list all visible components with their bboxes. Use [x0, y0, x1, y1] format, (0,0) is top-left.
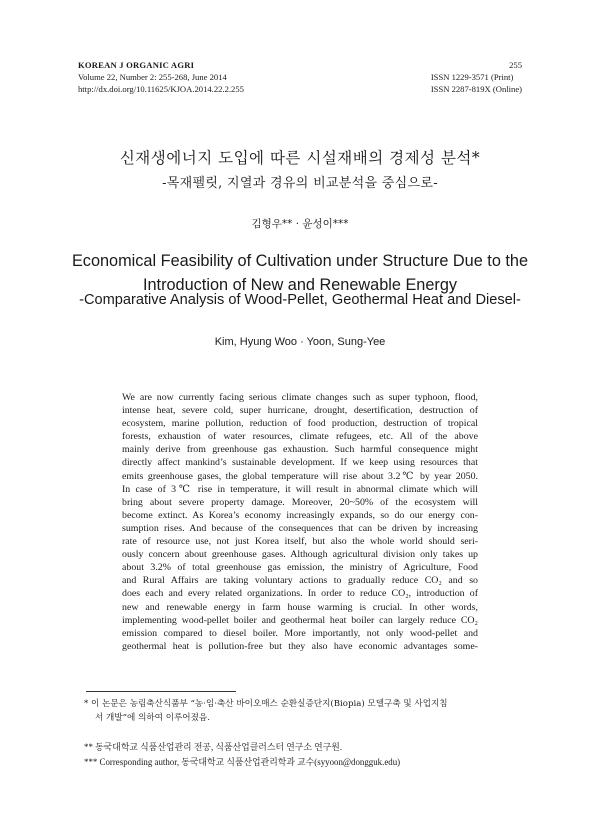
- abstract-line: ously concern about greenhouse gases. Although agricultural division only takes up: [122, 549, 478, 561]
- abstract-line: intense heat, severe cold, super hurricane, drought, desertification, destruction of: [122, 405, 478, 417]
- issn-online: ISSN 2287-819X (Online): [430, 84, 522, 94]
- abstract-line: rate of resource use, not just Korea itself, but also the whole world should seri-: [122, 536, 478, 548]
- journal-header: [78, 59, 522, 99]
- header-left: [78, 59, 244, 95]
- abstract-line: about 3.2% of total greenhouse gas emission, the ministry of Agriculture, Food: [122, 562, 478, 574]
- abstract-line: mainly derive from greenhouse gas exhaustion. Such harmful consequence might: [122, 444, 478, 456]
- abstract-line: ecosystem, marine pollution, reduction of food production, destruction of tropical: [122, 418, 478, 430]
- abstract-line: forests, exhaustion of water resources, climate refugees, etc. All of the above: [122, 431, 478, 443]
- footnote-funding: [84, 697, 524, 725]
- volume-info: Volume 22, Number 2: 255-268, June 2014: [78, 72, 227, 82]
- abstract-line: emission compared to diesel boiler. More importantly, not only wood-pellet and: [122, 627, 478, 639]
- journal-name: KOREAN J ORGANIC AGRI: [78, 60, 195, 70]
- abstract-line: sumption rises. And because of the consequences that can be driven by increasing: [122, 522, 478, 534]
- abstract-line: We are now currently facing serious climate changes such as super typhoon, flood,: [122, 392, 478, 403]
- footnote-divider: [86, 691, 236, 692]
- korean-title: 신재생에너지 도입에 따른 시설재배의 경제성 분석*: [119, 149, 481, 167]
- abstract-line: new and renewable energy in farm house warming is crucial. In other words,: [122, 601, 478, 613]
- abstract-line: geothermal heat is pollution-free but they also have economic advantages some-: [122, 640, 478, 652]
- header-right: [431, 59, 522, 95]
- abstract-line: does each and every related organizations. In order to reduce CO₂, introduction of: [122, 588, 478, 600]
- korean-subtitle: -목재펠릿, 지열과 경유의 비교분석을 중심으로-: [162, 176, 438, 191]
- abstract-line: bring about severe property damage. Moreover, 20~50% of the ecosystem will: [122, 496, 478, 508]
- abstract-line: In case of 3℃ rise in temperature, it will result in abnormal climate which will: [122, 483, 478, 495]
- issn-print: ISSN 1229-3571 (Print): [430, 72, 514, 82]
- abstract-line: become extinct. As Korea’s economy increasingly expands, so do our energy con-: [122, 509, 478, 521]
- abstract-line: implementing wood-pellet boiler and geothermal heat boiler can largely reduce CO₂: [122, 614, 478, 626]
- page-number: 255: [509, 60, 522, 70]
- footnote-line: * 이 논문은 농림축산식품부 “농·임·축산 바이오매스 순환실증단지(Biopia) 모델구축 및 사업지침: [84, 699, 448, 709]
- abstract-line: emits greenhouse gases, the global temperature will rise about 3.2℃ by year 2050.: [122, 470, 478, 482]
- footnote-corresponding-author: *** Corresponding author, 동국대학교 식품산업관리학과 교수(syyoon@dongguk.edu): [84, 757, 401, 767]
- footnote-author-affiliation: ** 동국대학교 식품산업관리 전공, 식품산업클러스터 연구소 연구원.: [84, 742, 343, 752]
- english-title: [0, 249, 600, 297]
- abstract-line: and Rural Affairs are taking voluntary actions to gradually reduce CO₂ and so: [122, 575, 478, 587]
- english-subtitle: -Comparative Analysis of Wood-Pellet, Geothermal Heat and Diesel-: [79, 292, 521, 308]
- footnote-line: 서 개발”에 의하여 이루어졌음.: [95, 713, 210, 723]
- english-title-line: Introduction of New and Renewable Energy: [142, 276, 458, 294]
- abstract: [122, 391, 478, 653]
- english-title-line: Economical Feasibility of Cultivation under Structure Due to the: [71, 252, 529, 270]
- doi-link[interactable]: http://dx.doi.org/10.11625/KJOA.2014.22.2.255: [78, 84, 244, 94]
- english-authors: Kim, Hyung Woo · Yoon, Sung-Yee: [214, 336, 386, 348]
- korean-authors: 김형우** · 윤성이***: [251, 218, 349, 230]
- abstract-line: directly affect mankind’s sustainable development. If we keep using resources that: [122, 457, 478, 469]
